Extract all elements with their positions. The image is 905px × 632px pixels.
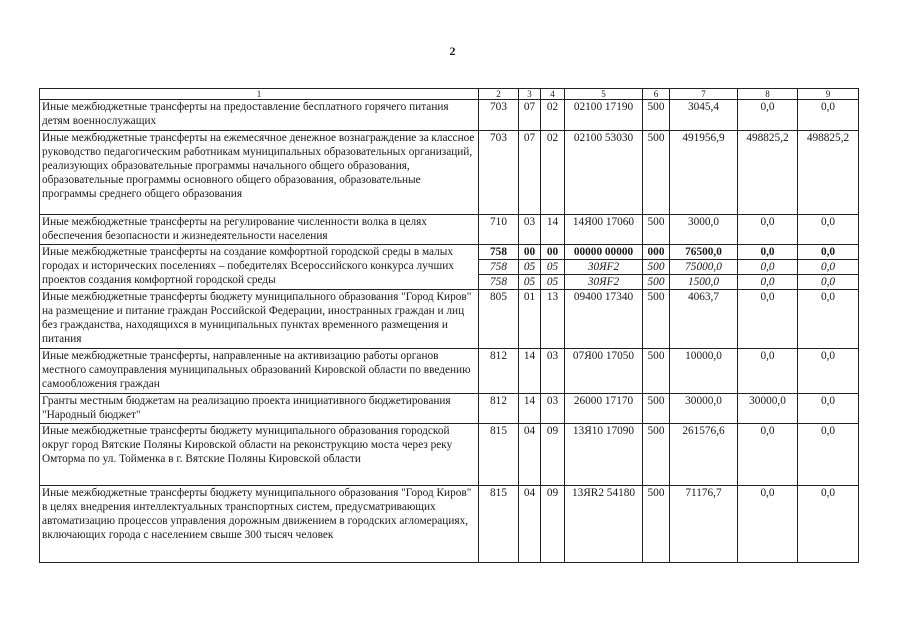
cell-section: 04 [519,424,541,486]
column-header: 4 [541,89,565,100]
cell-expense-type: 500 [643,215,670,245]
cell-target-item: 13ЯR2 54180 [565,486,643,563]
cell-target-item: 30ЯF2 [565,260,643,275]
table-row [40,290,859,349]
table-row [40,215,859,245]
cell-amount-2: 0,0 [738,215,798,245]
cell-expense-type: 500 [643,486,670,563]
cell-subsection: 05 [541,275,565,290]
cell-ministry-code: 703 [479,100,519,131]
cell-subsection: 03 [541,394,565,424]
table-row [40,394,859,424]
cell-ministry-code: 805 [479,290,519,349]
cell-subsection: 09 [541,424,565,486]
cell-amount-3: 0,0 [798,394,859,424]
cell-ministry-code: 703 [479,131,519,215]
cell-amount-2: 0,0 [738,100,798,131]
column-header: 6 [643,89,670,100]
cell-amount-1: 10000,0 [670,349,738,394]
cell-ministry-code: 758 [479,260,519,275]
cell-expense-type: 500 [643,349,670,394]
cell-amount-3: 0,0 [798,290,859,349]
cell-amount-1: 1500,0 [670,275,738,290]
cell-amount-2: 0,0 [738,275,798,290]
cell-section: 04 [519,486,541,563]
cell-amount-2: 0,0 [738,424,798,486]
cell-ministry-code: 758 [479,275,519,290]
row-description: Иные межбюджетные трансферты на регулирование численности волка в целях обеспечения безопасности и жизнедеятельности населения [40,215,479,245]
table-row [40,424,859,486]
cell-subsection: 05 [541,260,565,275]
row-description: Иные межбюджетные трансферты бюджету муниципального образования "Город Киров" в целях внедрения интеллектуальных транспортных систем, предусматривающих автоматизацию процессов управления дорожным движением в городских агломерациях, включающих города с населением свыше 300 тысяч человек [40,486,479,563]
cell-amount-3: 0,0 [798,245,859,260]
cell-amount-3: 0,0 [798,275,859,290]
cell-amount-1: 261576,6 [670,424,738,486]
cell-amount-2: 0,0 [738,486,798,563]
row-description: Гранты местным бюджетам на реализацию проекта инициативного бюджетирования "Народный бюджет" [40,394,479,424]
column-header: 3 [519,89,541,100]
cell-section: 14 [519,349,541,394]
cell-amount-2: 0,0 [738,245,798,260]
cell-amount-1: 4063,7 [670,290,738,349]
row-description: Иные межбюджетные трансферты бюджету муниципального образования городской округ город Вятские Поляны Кировской области на реконструкцию моста через реку Омторма по ул. Тойменка в г. Вятские Поляны Кировской области [40,424,479,486]
cell-target-item: 00000 00000 [565,245,643,260]
cell-expense-type: 500 [643,131,670,215]
cell-expense-type: 500 [643,290,670,349]
cell-amount-2: 0,0 [738,260,798,275]
cell-ministry-code: 812 [479,394,519,424]
cell-amount-1: 3045,4 [670,100,738,131]
cell-amount-3: 0,0 [798,100,859,131]
cell-amount-3: 0,0 [798,349,859,394]
cell-expense-type: 500 [643,100,670,131]
cell-amount-3: 0,0 [798,215,859,245]
cell-section: 01 [519,290,541,349]
cell-target-item: 26000 17170 [565,394,643,424]
cell-section: 07 [519,100,541,131]
cell-expense-type: 000 [643,245,670,260]
cell-subsection: 09 [541,486,565,563]
cell-section: 07 [519,131,541,215]
table-row [40,131,859,215]
cell-target-item: 09400 17340 [565,290,643,349]
row-description: Иные межбюджетные трансферты на предоставление бесплатного горячего питания детям военнослужащих [40,100,479,131]
page-number: 2 [449,44,456,58]
cell-amount-3: 498825,2 [798,131,859,215]
cell-amount-1: 491956,9 [670,131,738,215]
cell-section: 03 [519,215,541,245]
header-row [40,89,859,100]
cell-amount-2: 0,0 [738,290,798,349]
cell-subsection: 00 [541,245,565,260]
cell-subsection: 03 [541,349,565,394]
cell-subsection: 13 [541,290,565,349]
cell-expense-type: 500 [643,424,670,486]
cell-ministry-code: 710 [479,215,519,245]
cell-ministry-code: 815 [479,424,519,486]
cell-target-item: 02100 53030 [565,131,643,215]
cell-amount-2: 498825,2 [738,131,798,215]
cell-subsection: 02 [541,131,565,215]
cell-amount-2: 0,0 [738,349,798,394]
row-description: Иные межбюджетные трансферты, направленные на активизацию работы органов местного самоуправления муниципальных образований Кировской области по введению самообложения граждан [40,349,479,394]
cell-section: 05 [519,260,541,275]
cell-amount-1: 71176,7 [670,486,738,563]
cell-target-item: 14Я00 17060 [565,215,643,245]
budget-table [39,88,859,563]
table-row [40,100,859,131]
cell-subsection: 14 [541,215,565,245]
cell-target-item: 13Я10 17090 [565,424,643,486]
cell-section: 14 [519,394,541,424]
row-description: Иные межбюджетные трансферты бюджету муниципального образования "Город Киров" на размещение и питание граждан Российской Федерации, иностранных граждан и лиц без гражданства, находящихся в муниципальных пунктах временного размещения и питания [40,290,479,349]
column-header: 5 [565,89,643,100]
row-description: Иные межбюджетные трансферты на создание комфортной городской среды в малых городах и исторических поселениях – победителях Всероссийского конкурса лучших проектов создания комфортной городской среды [40,245,479,290]
cell-ministry-code: 758 [479,245,519,260]
column-header: 1 [40,89,479,100]
cell-ministry-code: 812 [479,349,519,394]
cell-target-item: 07Я00 17050 [565,349,643,394]
cell-subsection: 02 [541,100,565,131]
cell-target-item: 02100 17190 [565,100,643,131]
cell-amount-2: 30000,0 [738,394,798,424]
cell-ministry-code: 815 [479,486,519,563]
column-header: 2 [479,89,519,100]
cell-expense-type: 500 [643,260,670,275]
cell-expense-type: 500 [643,394,670,424]
cell-expense-type: 500 [643,275,670,290]
cell-section: 00 [519,245,541,260]
cell-amount-1: 75000,0 [670,260,738,275]
column-header: 9 [798,89,859,100]
table-row [40,486,859,563]
table-row [40,245,859,260]
column-header: 8 [738,89,798,100]
cell-section: 05 [519,275,541,290]
cell-amount-1: 30000,0 [670,394,738,424]
column-header: 7 [670,89,738,100]
cell-amount-1: 76500,0 [670,245,738,260]
cell-amount-3: 0,0 [798,486,859,563]
cell-target-item: 30ЯF2 [565,275,643,290]
table-row [40,349,859,394]
cell-amount-3: 0,0 [798,424,859,486]
cell-amount-3: 0,0 [798,260,859,275]
cell-amount-1: 3000,0 [670,215,738,245]
row-description: Иные межбюджетные трансферты на ежемесячное денежное вознаграждение за классное руководство педагогическим работникам муниципальных образовательных организаций, реализующих образовательные программы начального общего образования, образовательные программы основного общего образования, образовательные программы среднего общего образования [40,131,479,215]
